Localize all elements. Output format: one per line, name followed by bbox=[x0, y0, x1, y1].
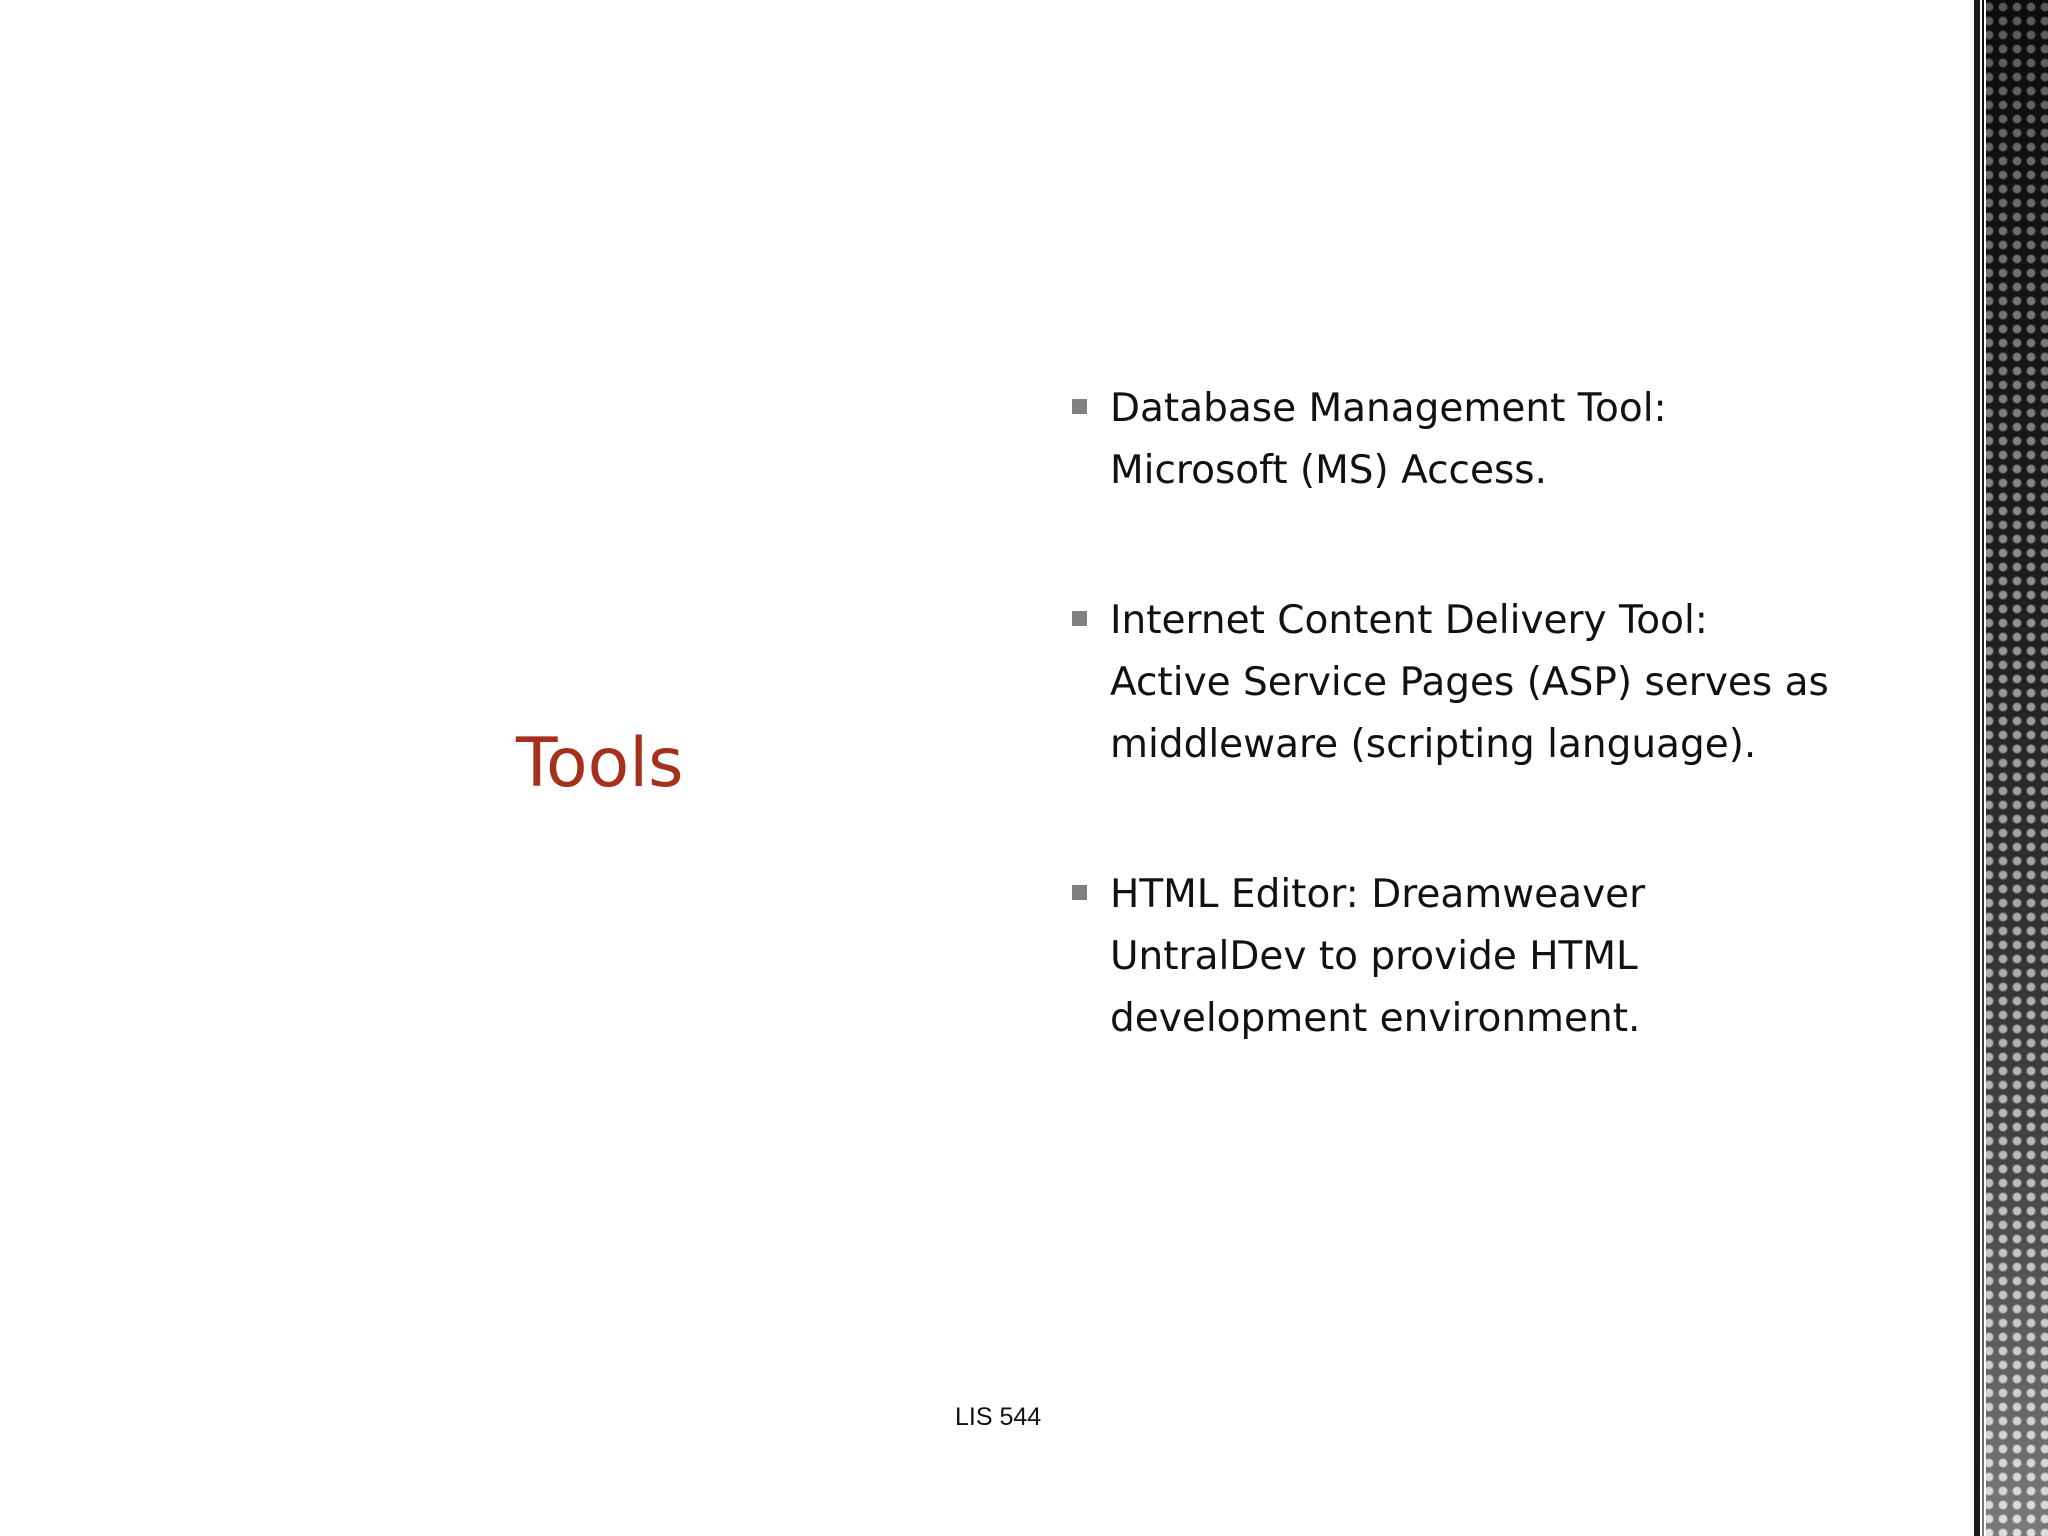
bullet-text: HTML Editor: Dreamweaver UntralDev to provide HTML development environment. bbox=[1110, 872, 1646, 1041]
square-bullet-icon bbox=[1072, 611, 1087, 626]
slide-title: Tools bbox=[516, 724, 684, 803]
bullet-item-database-tool bbox=[1070, 378, 1830, 502]
square-bullet-icon bbox=[1072, 399, 1087, 414]
bullet-text: Database Management Tool: Microsoft (MS) Access. bbox=[1110, 386, 1667, 493]
square-bullet-icon bbox=[1072, 885, 1087, 900]
strip-divider-light bbox=[1984, 0, 1986, 1536]
bullet-list bbox=[1070, 378, 1830, 1050]
slide-footer: LIS 544 bbox=[955, 1403, 1042, 1431]
decorative-right-strip bbox=[1982, 0, 2048, 1536]
bullet-item-content-delivery bbox=[1070, 590, 1830, 776]
bullet-text: Internet Content Delivery Tool: Active Service Pages (ASP) serves as middleware (scripting language). bbox=[1110, 598, 1829, 767]
bullet-item-html-editor bbox=[1070, 864, 1830, 1050]
strip-divider-dark bbox=[1974, 0, 1980, 1536]
